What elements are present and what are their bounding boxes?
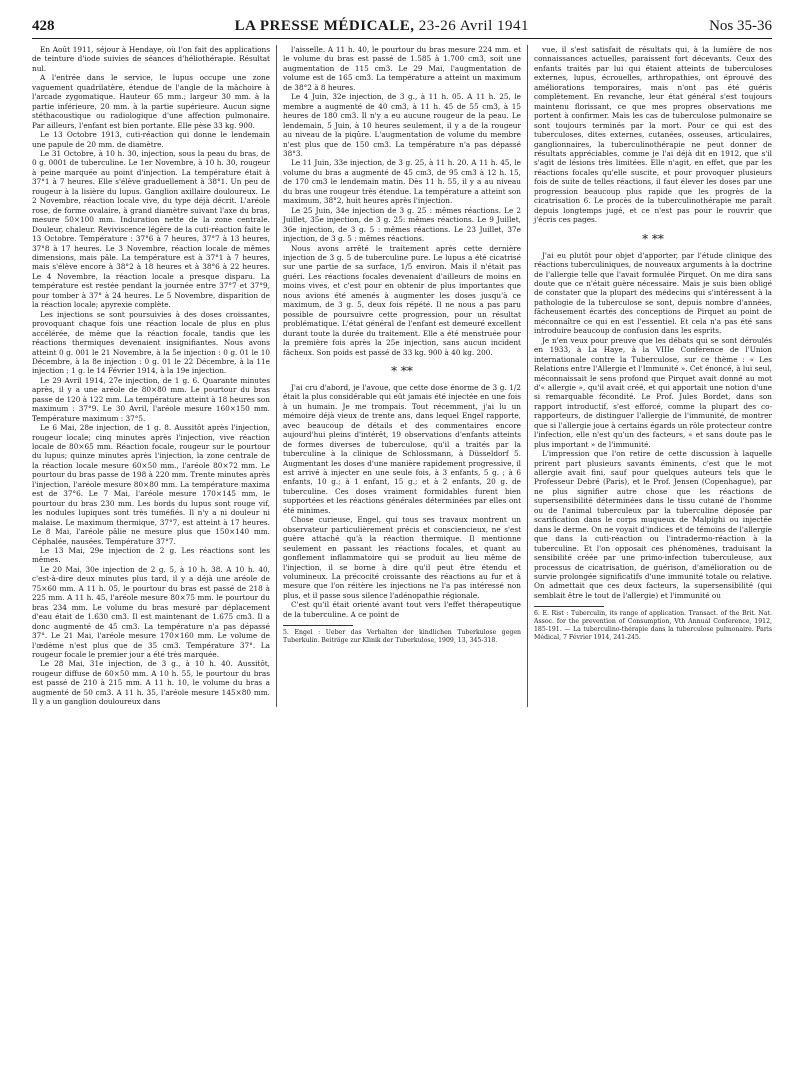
paragraph: Le 28 Mai, 31e injection, de 3 g., à 10 h. 40. Aussitôt, rougeur diffuse de 60×50 mm. A 10 h. 55, le pourtour du bras est passé de 210 à 215 mm. A 11 h. 10, le volume du bras a augmenté de 50 cm3. A 11 h. 35, l'aréole mesure 145×80 mm. Il y a un ganglion douloureux dans [32, 659, 270, 707]
paragraph: Le 13 Mai, 29e injection de 2 g. Les réactions sont les mêmes. [32, 546, 270, 565]
paragraph: Nous avons arrêté le traitement après cette dernière injection de 3 g. 5 de tuberculine pure. Le lupus a été cicatrisé sur une partie de sa surface, 1/5 environ. Mais il n'était pas guéri. Les réactions focales devenaient d'ailleurs de moins en moins vives, et c'est pour en obtenir de plus importantes que nous avions été amenés à augmenter les doses jusqu'à ce maximum, de 3 g. 5, deux fois répété. Il ne nous a pas paru possible de poursuivre cette progression, pour un résultat problématique. L'état général de l'enfant est demeuré excellent durant toute la durée du traitement. Elle a été menstruée pour la première fois après la 25e injection, sans aucun incident fâcheux. Son poids est passé de 33 kg. 900 à 40 kg. 200. [283, 243, 521, 357]
journal-title: LA PRESSE MÉDICALE, [234, 18, 415, 34]
section-separator [534, 233, 772, 245]
footnote: 6. E. Rist : Tuberculin, its range of application. Transact. of the Brit. Nat. Assoc. for the prevention of Consumption, Vth Annual Conference, 1912, 185-191. — La tuberculino-thérapie dans la tuberculose pulmonaire. Paris Médical, 7 Février 1914, 241-245. [534, 610, 772, 642]
paragraph: vue, il s'est satisfait de résultats qui, à la lumière de nos connaissances actuelles, paraissent fort décevants. Ceux des enfants traités par lui qui étaient atteints de tuberculoses externes, lupus, écrouelles, arthropathies, ont éprouvé des améliorations temporaires, mais n'ont pas été guéris complètement. En revanche, leur état général s'est toujours maintenu florissant, ce que mes propres observations me portent à confirmer. Mais les cas de tuberculose pulmonaire se sont toujours terminés par la mort. Pour ce qui est des tuberculoses, dites externes, cutanées, osseuses, articulaires, ganglionnaires, la tuberculinothérapie ne peut donner de résultats appréciables, comme je l'ai déjà dit en 1912, que s'il s'agit de lésions très limitées. Elle n'agit, en effet, que par les réactions focales qu'elle suscite, et pour provoquer plusieurs fois de suite de telles réactions, il faut élever les doses par une progression beaucoup plus rapide que les progrès de la cicatrisation 6. Le procès de la tuberculinothérapie me paraît depuis longtemps jugé, et ce n'est pas pour le rouvrir que j'écris ces pages. [534, 45, 772, 225]
separator-stars: * ** [642, 231, 664, 246]
issue-date: 23-26 Avril 1941 [418, 18, 529, 34]
footnote: 5. Engel : Ueber das Verhalten der kindlichen Tuberkulose gegen Tuberkulin. Beiträge zur Klinik der Tuberkulose, 1909, 13, 345-318. [283, 629, 521, 645]
paragraph: J'ai eu plutôt pour objet d'apporter, par l'étude clinique des réactions tuberculiniques, de nouveaux arguments à la doctrine de l'allergie telle que l'avait formulée Pirquet. On me dira sans doute que ce n'était guère nécessaire. Mais je suis bien obligé de constater que la plupart des médecins qui s'intéressent à la pathologie de la tuberculose se sont, depuis nombre d'années, fâcheusement écartés des conceptions de Pirquet au point de méconnaître ce qui en est l'essentiel. Et cela n'a pas été sans introduire beaucoup de confusion dans les esprits. [534, 250, 772, 336]
paragraph: Le 11 Juin, 33e injection, de 3 g. 25, à 11 h. 20. A 11 h. 45, le volume du bras a augmenté de 45 cm3, de 95 cm3 à 12 h. 15, de 170 cm3 le lendemain matin. Dès 11 h. 55, il y a au niveau du bras une rougeur très étendue. La température a atteint son maximum, 38°2, huit heures après l'injection. [283, 158, 521, 206]
paragraph: Le 4 Juin, 32e injection, de 3 g., à 11 h. 05. A 11 h. 25, le membre a augmenté de 40 cm3, à 11 h. 45 de 55 cm3, à 15 heures de 180 cm3. Il n'y a eu aucune rougeur de la peau. Le lendemain, 5 Juin, à 10 heures seulement, il y a de la rougeur au niveau de la piqûre. L'augmentation de volume du membre n'est plus que de 150 cm3. La température n'a pas dépassé 38°3. [283, 92, 521, 158]
paragraph: En Août 1911, séjour à Hendaye, où l'on fait des applications de teinture d'iode suivies de séances d'héliothérapie. Résultat nul. [32, 45, 270, 73]
masthead [235, 18, 529, 35]
paragraph: J'ai cru d'abord, je l'avoue, que cette dose énorme de 3 g. 1/2 était la plus considérable qui eût jamais été injectée en une fois à un humain. Je me trompais. Tout récemment, j'ai lu un mémoire déjà vieux de trente ans, dans lequel Engel rapporte, avec beaucoup de détails et des commentaires encore aujourd'hui pleins d'intérêt, 19 observations d'enfants atteints de formes diverses de tuberculose, qu'il a traités par la tuberculine à la clinique de Schlossmann, à Düsseldorf 5. Augmentant les doses d'une manière rapidement progressive, il est arrivé à injecter en une seule fois, à 3 enfants, 5 g. ; à 6 enfants, 10 g.; à 1 enfant, 15 g.; et à 2 enfants, 20 g. de tuberculine. Ces doses vraiment formidables furent bien supportées et les réactions générales déterminées par elles ont été minimes. [283, 382, 521, 515]
paragraph: Le 13 Octobre 1913, cuti-réaction qui donne le lendemain une papule de 20 mm. de diamètre. [32, 130, 270, 149]
footnote-rule [283, 625, 353, 626]
paragraph: Le 31 Octobre, à 10 h. 30, injection, sous la peau du bras, de 0 g. 0001 de tuberculine. Le 1er Novembre, à 10 h. 30, rougeur à peine marquée au point d'injection. La température était à 37°1 à 7 heures. Elle s'élève graduellement à 38°1. Un peu de rougeur à la lisière du lupus. Ganglion axillaire douloureux. Le 2 Novembre, réaction locale vive, du type déjà décrit. L'aréole rose, de forme ovalaire, à grand diamètre suivant l'axe du bras, mesure 50×100 mm. Induration nette de la zone centrale. Douleur, chaleur. Reviviscence légère de la cuti-réaction faite le 13 Octobre. Température : 37°6 à 7 heures, 37°7 à 13 heures, 37°8 à 17 heures. Le 3 Novembre, réaction locale de mêmes dimensions, mais pâle. La température est à 37°1 à 7 heures, mais s'élève encore à 38°2 à 18 heures et à 38°6 à 22 heures. Le 4 Novembre, la réaction locale a presque disparu. La température est restée pendant la journée entre 37°7 et 37°9, pour tomber à 37° à 24 heures. Le 5 Novembre, disparition de la réaction locale; apyrexie complète. [32, 148, 270, 310]
paragraph: Le 20 Mai, 30e injection de 2 g. 5, à 10 h. 38. A 10 h. 40, c'est-à-dire deux minutes plus tard, il y a déjà une aréole de 75×60 mm. A 11 h. 05, le pourtour du bras est passé de 218 à 225 mm. A 11 h. 45, l'aréole mesure 80×75 mm. le pourtour du bras 234 mm. Le volume du bras mesuré par déplacement d'eau était de 1.630 cm3. Il est maintenant de 1.675 cm3. Il a donc augmenté de 45 cm3. La température n'a pas dépassé 37°. Le 21 Mai, l'aréole mesure 170×160 mm. Le volume de l'œdème n'est plus que de 35 cm3. Température 37°. La rougeur focale le premier jour a été très marquée. [32, 564, 270, 659]
text-columns [32, 45, 772, 707]
issue-number: Nos 35-36 [709, 18, 772, 34]
column-middle [277, 45, 528, 707]
footnote-block [283, 625, 521, 645]
footnote-rule [534, 606, 604, 607]
paragraph: Le 25 Juin, 34e injection de 3 g. 25 : mêmes réactions. Le 2 Juillet, 35e injection, de 3 g. 25: mêmes réactions. Le 9 Juillet, 36e injection, de 3 g. 5 : mêmes réactions. Le 23 Juillet, 37e injection, de 3 g. 5 : mêmes réactions. [283, 205, 521, 244]
page-header [32, 18, 772, 39]
section-separator [283, 365, 521, 377]
paragraph: Je n'en veux pour preuve que les débats qui se sont déroulés en 1933, à La Haye, à la VIIIe Conférence de l'Union internationale contre la Tuberculose, sur ce thème : « Les Relations entre l'Allergie et l'Immunité ». Cet énoncé, à lui seul, méconnaissait le sens profond que Pirquet avait donné au mot d'« allergie », qu'il avait créé, et qui apportait une notion d'une si remarquable fécondité. Le Prof. Jules Bordet, dans son rapport introductif, s'est efforcé, comme la plupart des co-rapporteurs, de distinguer l'allergie de l'immunité, de montrer que si l'allergie joue à certains égards un rôle protecteur contre l'infection, elle n'est qu'un des facteurs, « et sans doute pas le plus important » de l'immunité. [534, 335, 772, 449]
footnote-block [534, 606, 772, 642]
paragraph: Chose curieuse, Engel, qui tous ses travaux montrent un observateur particulièrement précis et consciencieux, ne s'est guère attaché qu'à la réaction thermique. Il mentionne seulement en passant les réactions focales, et quant au gonflement inflammatoire qui se produit au lieu même de l'injection, il se borne à dire qu'il peut être étendu et volumineux. La précocité croissante des réactions au fur et à mesure que l'on réitère les injections ne l'a pas intéressé non plus, et il passe sous silence l'adénopathie régionale. [283, 515, 521, 600]
page-number: 428 [32, 18, 55, 34]
paragraph: A l'entrée dans le service, le lupus occupe une zone vaguement quadrilatère, étendue de l'angle de la mâchoire à l'arcade zygomatique. Hauteur 65 mm.; largeur 30 mm. à la partie inférieure, 20 mm. à la partie supérieure. Aucun signe stéthacoustique ou radiologique d'une affection pulmonaire. Par ailleurs, l'enfant est bien portante. Elle pèse 33 kg. 900. [32, 73, 270, 130]
separator-stars: * ** [391, 363, 413, 378]
paragraph: C'est qu'il était orienté avant tout vers l'effet thérapeutique de la tuberculine. A ce point de [283, 600, 521, 619]
paragraph: L'impression que l'on retire de cette discussion à laquelle prirent part plusieurs savants éminents, c'est que le mot allergie avait fini, sauf pour quelques auteurs tels que le Professeur Debré (Paris), et le Prof. Jensen (Copenhague), par ne plus signifier autre chose que les réactions de supersensibilité déterminées dans le tissu cutané de l'homme ou de l'animal tuberculeux par la tuberculine déposée par scarification dans le corps muqueux de Malpighi ou injectée dans le derme. On ne voyait d'indices et de témoins de l'allergie que dans la cuti-réaction ou l'intradermo-réaction à la tuberculine. Et l'on opposait ces phénomènes, traduisant la sensibilité créée par une primo-infection tuberculeuse, aux processus de cicatrisation, de guérison, d'amélioration ou de survie prolongée significatifs d'une immunité totale ou relative. On admettait que ces deux facteurs, la supersensibilité (qui semblait être le tout de l'allergie) et l'immunité ou [534, 449, 772, 600]
paragraph: Le 6 Mai, 28e injection, de 1 g. 8. Aussitôt après l'injection, rougeur locale; cinq minutes après l'injection, vive réaction locale de 80×65 mm. Réaction focale, rougeur sur le pourtour du lupus; quinze minutes après l'injection, la zone centrale de la réaction locale mesure 60×50 mm., l'aréole 80×72 mm. Le pourtour du bras passe de 198 à 220 mm. Trente minutes après l'injection, l'aréole mesure 80×80 mm. La température maxima est de 37°6. Le 7 Mai, l'aréole mesure 170×145 mm, le pourtour du bras 230 mm. Les bords du lupus sont rouge vif, les nodules lupiques sont très tuméfiés. Il n'y a ni douleur ni malaise. Le maximum thermique, 37°7, est atteint à 17 heures. Le 8 Mai, l'aréole pâlie ne mesure plus que 150×140 mm. Céphalée, nausées. Température 37°7. [32, 423, 270, 546]
paragraph: Le 29 Avril 1914, 27e injection, de 1 g. 6. Quarante minutes après, il y a une aréole de 80×80 mm. Le pourtour du bras passe de 120 à 122 mm. La température atteint à 18 heures son maximum : 37°9. Le 30 Avril, l'aréole mesure 160×150 mm. Température maximum : 37°5. [32, 375, 270, 423]
paragraph: Les injections se sont poursuivies à des doses croissantes, provoquant chaque fois une réaction locale de plus en plus accélérée, de même que la réaction focale, tandis que les réactions thermiques devenaient insignifiantes. Nous avons atteint 0 g. 001 le 21 Novembre, à la 5e injection : 0 g. 01 le 10 Décembre, à la 8e injection : 0 g. 01 le 22 Décembre, à la 11e injection ; 1 g. le 14 Février 1914, à la 19e injection. [32, 309, 270, 376]
column-left [32, 45, 277, 707]
column-right [528, 45, 772, 707]
paragraph: l'aisselle. A 11 h. 40, le pourtour du bras mesure 224 mm. et le volume du bras est passé de 1.585 à 1.700 cm3, soit une augmentation de 115 cm3. Le 29 Mai, l'augmentation de volume est de 165 cm3. La température a atteint un maximum de 38°2 à 8 heures. [283, 45, 521, 92]
